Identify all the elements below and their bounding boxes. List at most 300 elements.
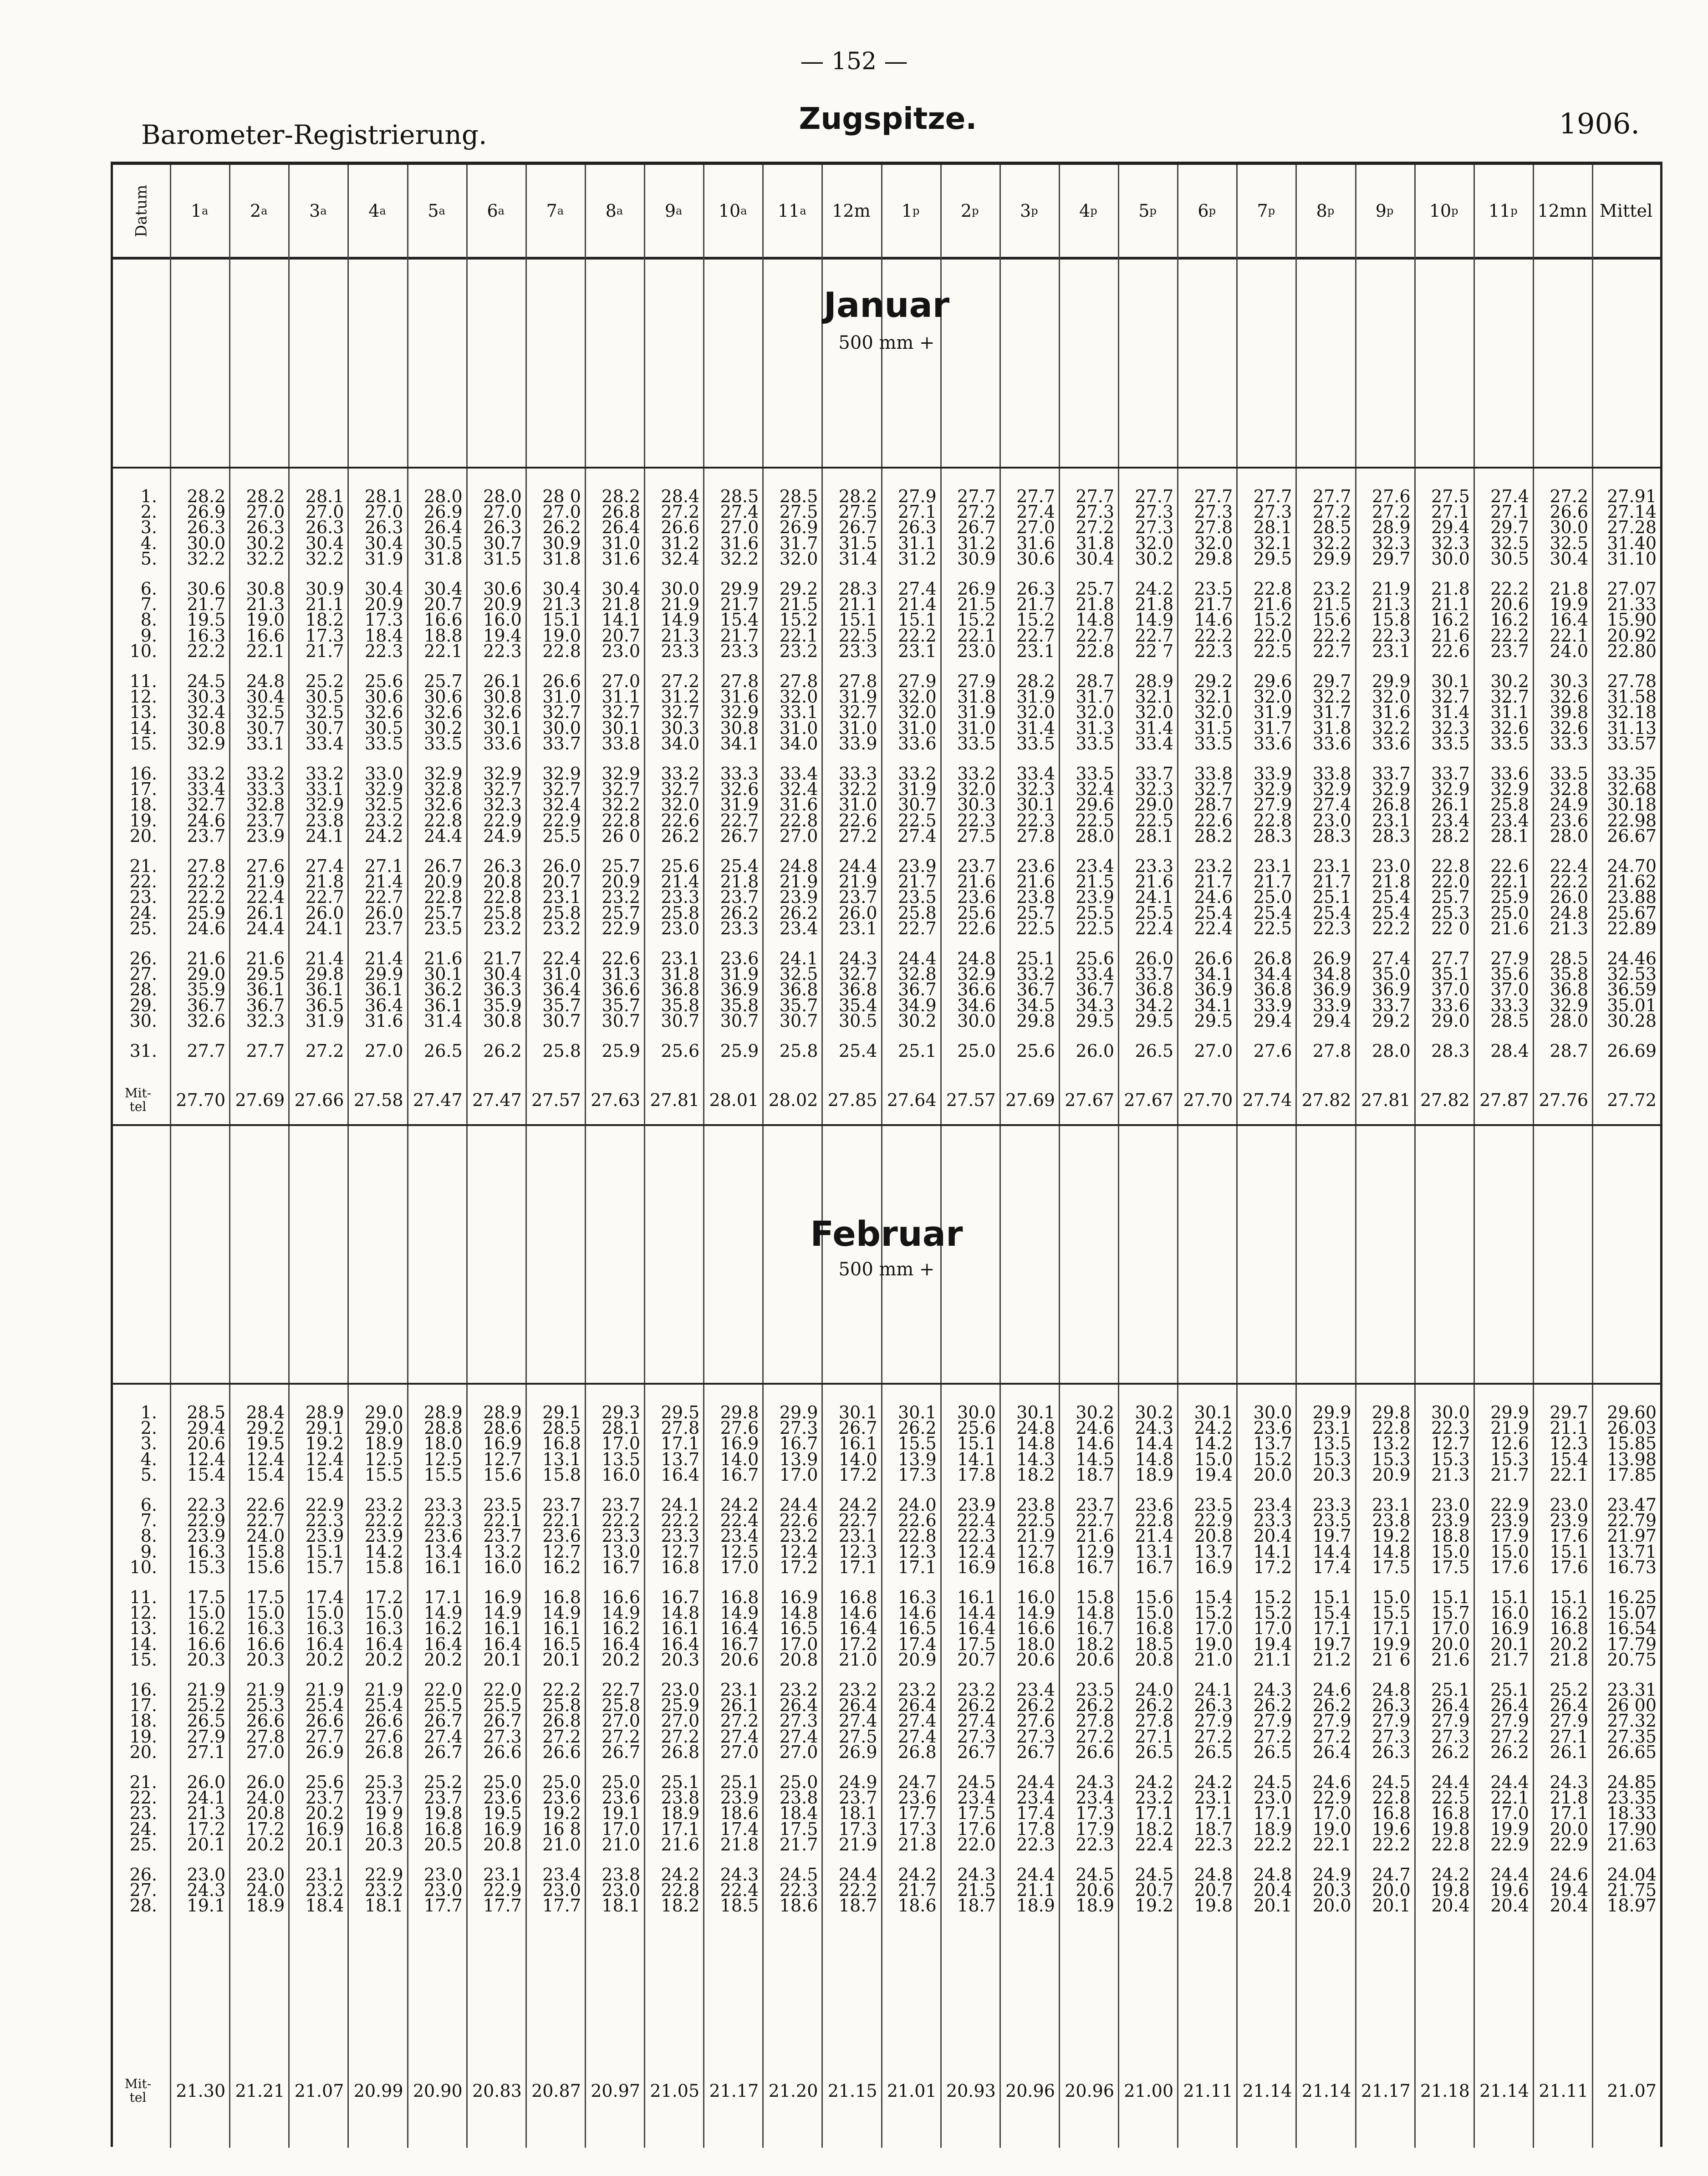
- table-cell: 21.1: [1550, 1418, 1588, 1438]
- table-cell: 12.5: [424, 1449, 463, 1469]
- table-cell: 17.1: [1135, 1803, 1174, 1824]
- mean-cell: 27.57: [531, 1090, 581, 1111]
- column-header-22: [1414, 165, 1473, 257]
- table-cell: 22.5: [1016, 1510, 1055, 1531]
- table-cell: 22.5: [1016, 918, 1055, 938]
- row-mean-cell: 31.13: [1607, 718, 1657, 738]
- table-cell: 24.6: [1312, 1772, 1351, 1792]
- row-date: 7.: [140, 594, 157, 615]
- table-cell: 21.1: [838, 594, 877, 615]
- table-cell: 16.8: [720, 1587, 759, 1607]
- table-cell: 16.5: [898, 1618, 937, 1639]
- table-cell: 22.5: [1076, 918, 1114, 938]
- table-cell: 32.8: [1550, 779, 1588, 800]
- table-cell: 24.4: [1490, 1772, 1529, 1792]
- table-cell: 30.5: [305, 687, 344, 707]
- table-cell: 22.3: [1016, 1834, 1055, 1855]
- table-cell: 23.7: [364, 918, 403, 938]
- column-header-label: 8: [1316, 201, 1327, 221]
- table-cell: 27.0: [779, 826, 818, 846]
- table-cell: 29.9: [1490, 1402, 1529, 1422]
- table-cell: 12.6: [1490, 1433, 1529, 1454]
- table-cell: 14.6: [838, 1603, 877, 1623]
- table-cell: 22.2: [898, 625, 937, 646]
- column-header-12: [821, 165, 881, 257]
- table-cell: 26.7: [957, 1742, 996, 1762]
- table-cell: 23.2: [305, 1880, 344, 1901]
- table-cell: 21.1: [1431, 594, 1470, 615]
- table-cell: 31.7: [1253, 718, 1292, 738]
- table-cell: 33.5: [1490, 733, 1529, 754]
- column-header-17: [1118, 165, 1177, 257]
- table-cell: 26.5: [424, 1041, 463, 1061]
- table-cell: 23.6: [957, 887, 996, 907]
- table-cell: 20.7: [542, 871, 581, 892]
- table-cell: 15.7: [305, 1557, 344, 1577]
- table-cell: 24.4: [1490, 1865, 1529, 1885]
- table-cell: 31.9: [1253, 702, 1292, 723]
- table-cell: 15.8: [1076, 1587, 1114, 1607]
- table-cell: 26.7: [424, 1711, 463, 1731]
- table-cell: 12.4: [305, 1449, 344, 1469]
- table-cell: 23.7: [1076, 1495, 1114, 1515]
- table-cell: 22.8: [1431, 856, 1470, 876]
- table-cell: 22 7: [1135, 641, 1174, 661]
- row-mean-cell: 33.57: [1607, 733, 1657, 754]
- table-cell: 19.8: [1431, 1819, 1470, 1839]
- table-cell: 20.0: [1550, 1819, 1588, 1839]
- table-cell: 21.4: [661, 871, 700, 892]
- table-cell: 21.6: [957, 871, 996, 892]
- table-cell: 18.2: [1135, 1819, 1174, 1839]
- table-cell: 31.0: [779, 718, 818, 738]
- table-cell: 24.4: [779, 1495, 818, 1515]
- mean-cell: 27.66: [294, 1090, 344, 1111]
- table-cell: 25.4: [305, 1695, 344, 1716]
- table-cell: 17.6: [957, 1819, 996, 1839]
- column-header-16: [1059, 165, 1118, 257]
- table-cell: 27.5: [838, 502, 877, 522]
- table-cell: 32.3: [1016, 779, 1055, 800]
- table-cell: 23.5: [1076, 1680, 1114, 1700]
- table-cell: 17.5: [1372, 1557, 1411, 1577]
- table-cell: 16.0: [1490, 1603, 1529, 1623]
- table-cell: 25.0: [1253, 887, 1292, 907]
- table-cell: 23.9: [779, 887, 818, 907]
- table-cell: 32.7: [838, 702, 877, 723]
- table-cell: 27.1: [364, 856, 403, 876]
- table-cell: 25.4: [1194, 902, 1233, 923]
- table-cell: 27.2: [602, 1726, 640, 1747]
- row-mean-cell: 27.07: [1607, 579, 1657, 599]
- table-cell: 23.2: [1194, 856, 1233, 876]
- table-cell: 24.4: [1016, 1865, 1055, 1885]
- table-cell: 30.0: [957, 1010, 996, 1031]
- table-cell: 22.2: [1372, 918, 1411, 938]
- table-cell: 27.8: [1312, 1041, 1351, 1061]
- row-date: 20.: [129, 1742, 157, 1762]
- row-mean-cell: 16.25: [1607, 1587, 1657, 1607]
- table-cell: 30.2: [1135, 1402, 1174, 1422]
- table-cell: 25.7: [602, 902, 640, 923]
- table-cell: 14.1: [602, 610, 640, 630]
- table-cell: 25.8: [542, 1695, 581, 1716]
- table-cell: 23.3: [838, 641, 877, 661]
- table-cell: 30.4: [1550, 548, 1588, 569]
- table-cell: 25.8: [542, 1041, 581, 1061]
- mean-cell: 21.14: [1301, 2080, 1351, 2101]
- column-header-label: 10: [718, 201, 741, 221]
- table-cell: 18.5: [720, 1896, 759, 1916]
- table-cell: 30.4: [1076, 548, 1114, 569]
- table-cell: 16.8: [364, 1819, 403, 1839]
- table-cell: 22.8: [542, 641, 581, 661]
- table-cell: 17.3: [305, 625, 344, 646]
- table-cell: 31.6: [1372, 702, 1411, 723]
- table-cell: 24.1: [305, 918, 344, 938]
- table-cell: 29.8: [1016, 1010, 1055, 1031]
- table-cell: 20.8: [1135, 1649, 1174, 1670]
- table-cell: 21.6: [1431, 625, 1470, 646]
- table-cell: 23.8: [661, 1788, 700, 1808]
- table-cell: 32.7: [1431, 687, 1470, 707]
- column-header-label: 9: [1375, 201, 1387, 221]
- table-cell: 17.2: [364, 1587, 403, 1607]
- table-cell: 26.4: [779, 1695, 818, 1716]
- row-mean-cell: 20.92: [1607, 625, 1657, 646]
- table-cell: 24.0: [898, 1495, 937, 1515]
- table-cell: 33.5: [1016, 733, 1055, 754]
- table-cell: 25.5: [542, 826, 581, 846]
- table-cell: 17.4: [1016, 1803, 1055, 1824]
- table-cell: 19.6: [1372, 1819, 1411, 1839]
- table-cell: 27.8: [1076, 1711, 1114, 1731]
- column-header-25: [1592, 165, 1660, 257]
- table-cell: 18.1: [838, 1803, 877, 1824]
- table-cell: 17.1: [1253, 1803, 1292, 1824]
- table-cell: 16.4: [720, 1618, 759, 1639]
- row-date: 25.: [129, 918, 157, 938]
- table-cell: 27.3: [1431, 1726, 1470, 1747]
- table-cell: 32.0: [779, 687, 818, 707]
- table-cell: 16.9: [957, 1557, 996, 1577]
- table-cell: 26 0: [602, 826, 640, 846]
- table-cell: 29.4: [1253, 1010, 1292, 1031]
- table-cell: 21.9: [1016, 1526, 1055, 1546]
- table-cell: 26.4: [1312, 1742, 1351, 1762]
- table-cell: 24.2: [898, 1865, 937, 1885]
- table-cell: 36.2: [424, 979, 463, 1000]
- table-cell: 36.9: [1312, 979, 1351, 1000]
- table-cell: 16.7: [720, 1464, 759, 1485]
- table-cell: 22.8: [898, 1526, 937, 1546]
- table-cell: 30.1: [602, 718, 640, 738]
- table-cell: 29.1: [542, 1402, 581, 1422]
- table-cell: 26.3: [483, 517, 522, 538]
- table-cell: 34.8: [1312, 964, 1351, 984]
- table-cell: 32.2: [720, 548, 759, 569]
- column-header-suffix: p: [1208, 204, 1216, 217]
- table-cell: 23.1: [838, 918, 877, 938]
- table-cell: 21.8: [1550, 1649, 1588, 1670]
- table-cell: 19.4: [1253, 1634, 1292, 1654]
- row-date: 26.: [129, 1865, 157, 1885]
- column-header-suffix: p: [1268, 204, 1275, 217]
- table-cell: 35.7: [542, 995, 581, 1015]
- table-cell: 21.5: [957, 1880, 996, 1901]
- table-cell: 15.1: [957, 1433, 996, 1454]
- table-cell: 26.2: [542, 517, 581, 538]
- table-cell: 14.8: [779, 1603, 818, 1623]
- row-mean-cell: 24.46: [1607, 948, 1657, 968]
- table-cell: 27.2: [661, 671, 700, 691]
- table-cell: 32.7: [187, 795, 226, 815]
- table-cell: 15.3: [1372, 1449, 1411, 1469]
- table-cell: 34.0: [661, 733, 700, 754]
- table-cell: 31.7: [1312, 702, 1351, 723]
- table-cell: 27.4: [898, 579, 937, 599]
- table-cell: 24.1: [779, 948, 818, 968]
- table-cell: 36.6: [957, 979, 996, 1000]
- table-cell: 23.8: [602, 1865, 640, 1885]
- table-cell: 30.9: [542, 533, 581, 553]
- table-cell: 29.2: [779, 579, 818, 599]
- mean-cell: 21.14: [1479, 2080, 1529, 2101]
- month-baseline: 500 mm +: [838, 1259, 935, 1280]
- table-cell: 34.4: [1253, 964, 1292, 984]
- table-cell: 32.9: [602, 764, 640, 784]
- table-cell: 16.4: [1550, 610, 1588, 630]
- row-date: 23.: [129, 1803, 157, 1824]
- table-row: [113, 642, 1660, 660]
- table-cell: 27.6: [720, 1418, 759, 1438]
- table-cell: 36.7: [1016, 979, 1055, 1000]
- table-cell: 27.4: [305, 856, 344, 876]
- table-cell: 23.8: [1016, 1495, 1055, 1515]
- table-cell: 28.2: [1431, 826, 1470, 846]
- table-cell: 18.6: [898, 1896, 937, 1916]
- table-cell: 19.8: [1431, 1880, 1470, 1901]
- table-cell: 26.5: [187, 1711, 226, 1731]
- table-cell: 32.6: [720, 779, 759, 800]
- table-cell: 28.6: [483, 1418, 522, 1438]
- table-cell: 21.4: [364, 871, 403, 892]
- table-cell: 31.4: [424, 1010, 463, 1031]
- table-cell: 33.5: [364, 733, 403, 754]
- table-cell: 26.6: [483, 1742, 522, 1762]
- table-cell: 22.7: [1312, 641, 1351, 661]
- table-cell: 28.1: [1253, 517, 1292, 538]
- table-cell: 23.5: [898, 887, 937, 907]
- table-cell: 30.6: [364, 687, 403, 707]
- table-cell: 16.4: [838, 1618, 877, 1639]
- column-header-14: [940, 165, 999, 257]
- table-cell: 30.5: [1490, 548, 1529, 569]
- table-cell: 25.6: [364, 671, 403, 691]
- row-mean-cell: 24.85: [1607, 1772, 1657, 1792]
- table-cell: 27.9: [1431, 1711, 1470, 1731]
- table-cell: 16.3: [898, 1587, 937, 1607]
- table-cell: 26.8: [602, 502, 640, 522]
- table-cell: 28.2: [187, 486, 226, 506]
- column-header-5: [407, 165, 466, 257]
- table-cell: 33.6: [1431, 995, 1470, 1015]
- table-cell: 24.8: [1194, 1865, 1233, 1885]
- table-cell: 22.3: [1194, 1834, 1233, 1855]
- table-cell: 21.8: [1550, 1788, 1588, 1808]
- table-cell: 31.3: [602, 964, 640, 984]
- table-cell: 30.7: [661, 1010, 700, 1031]
- table-cell: 23.9: [720, 1788, 759, 1808]
- table-cell: 25.5: [1076, 902, 1114, 923]
- mean-cell: 27.58: [353, 1090, 403, 1111]
- table-cell: 31.9: [957, 702, 996, 723]
- table-cell: 31.6: [720, 533, 759, 553]
- table-cell: 22.5: [1253, 918, 1292, 938]
- row-date: 19.: [129, 810, 157, 831]
- table-cell: 22.0: [957, 1834, 996, 1855]
- row-date: 22.: [129, 1788, 157, 1808]
- table-cell: 27.5: [957, 826, 996, 846]
- table-cell: 33.5: [1431, 733, 1470, 754]
- table-cell: 26.0: [305, 902, 344, 923]
- table-cell: 30.0: [542, 718, 581, 738]
- table-cell: 17.0: [602, 1819, 640, 1839]
- table-cell: 36.4: [542, 979, 581, 1000]
- table-cell: 33.3: [246, 779, 285, 800]
- table-cell: 23.6: [898, 1788, 937, 1808]
- table-cell: 32.0: [898, 702, 937, 723]
- row-mean-cell: 31.40: [1607, 533, 1657, 553]
- table-cell: 30.3: [957, 795, 996, 815]
- table-cell: 16.2: [187, 1618, 226, 1639]
- table-cell: 31.9: [364, 548, 403, 569]
- table-cell: 21.8: [1550, 579, 1588, 599]
- table-cell: 28.7: [1194, 795, 1233, 815]
- table-cell: 22.1: [957, 625, 996, 646]
- table-cell: 27.2: [1194, 1726, 1233, 1747]
- column-header-label: 7: [1257, 201, 1268, 221]
- table-cell: 36.7: [246, 995, 285, 1015]
- table-cell: 32.9: [1253, 779, 1292, 800]
- table-cell: 15.3: [187, 1557, 226, 1577]
- row-date: 19.: [129, 1726, 157, 1747]
- row-mean-cell: 22.89: [1607, 918, 1657, 938]
- column-header-suffix: a: [676, 204, 683, 217]
- table-cell: 33.9: [1253, 764, 1292, 784]
- table-cell: 27.4: [1372, 948, 1411, 968]
- table-cell: 12.3: [838, 1541, 877, 1562]
- table-cell: 28.2: [246, 486, 285, 506]
- table-cell: 23.2: [838, 1680, 877, 1700]
- mean-cell: 27.67: [1065, 1090, 1114, 1111]
- table-cell: 19.2: [1372, 1526, 1411, 1546]
- table-cell: 22.9: [1312, 1788, 1351, 1808]
- row-date: 8.: [140, 1526, 157, 1546]
- row-mean-cell: 21.63: [1607, 1834, 1657, 1855]
- table-cell: 13.5: [1312, 1433, 1351, 1454]
- table-cell: 25.9: [602, 1041, 640, 1061]
- table-cell: 25.1: [898, 1041, 937, 1061]
- table-cell: 26.1: [720, 1695, 759, 1716]
- table-cell: 36.8: [838, 979, 877, 1000]
- table-cell: 12.7: [1431, 1433, 1470, 1454]
- table-cell: 20.7: [602, 625, 640, 646]
- table-cell: 29.9: [1372, 671, 1411, 691]
- table-cell: 21.9: [838, 1834, 877, 1855]
- table-cell: 24.3: [838, 948, 877, 968]
- table-cell: 26.2: [898, 1418, 937, 1438]
- table-cell: 23.9: [1431, 1510, 1470, 1531]
- table-cell: 21.6: [1016, 871, 1055, 892]
- table-cell: 28.2: [602, 486, 640, 506]
- table-cell: 29.0: [364, 1418, 403, 1438]
- table-cell: 24.3: [1135, 1418, 1174, 1438]
- mean-cell: 27.85: [827, 1090, 877, 1111]
- table-cell: 24.1: [661, 1495, 700, 1515]
- table-cell: 30.7: [542, 1010, 581, 1031]
- table-cell: 27.3: [483, 1726, 522, 1747]
- table-cell: 22.5: [1135, 810, 1174, 831]
- table-cell: 33.2: [898, 764, 937, 784]
- table-cell: 16.7: [661, 1587, 700, 1607]
- table-cell: 29.2: [246, 1418, 285, 1438]
- table-cell: 24.2: [1431, 1865, 1470, 1885]
- table-cell: 28.5: [542, 1418, 581, 1438]
- table-cell: 32.9: [483, 764, 522, 784]
- table-cell: 23.2: [1135, 1788, 1174, 1808]
- table-cell: 13.1: [1135, 1541, 1174, 1562]
- table-cell: 15.6: [246, 1557, 285, 1577]
- table-cell: 15.1: [1431, 1587, 1470, 1607]
- table-cell: 28.0: [1372, 1041, 1411, 1061]
- table-cell: 30.7: [483, 533, 522, 553]
- table-cell: 21.9: [305, 1680, 344, 1700]
- table-cell: 17.0: [1431, 1618, 1470, 1639]
- table-cell: 22.1: [1550, 1464, 1588, 1485]
- row-mean-cell: 15.07: [1607, 1603, 1657, 1623]
- table-cell: 23.1: [1312, 856, 1351, 876]
- table-cell: 16.8: [661, 1557, 700, 1577]
- table-cell: 21.7: [187, 594, 226, 615]
- table-cell: 22.1: [542, 1510, 581, 1531]
- table-cell: 22.6: [661, 810, 700, 831]
- column-header-label: 11: [1488, 201, 1511, 221]
- table-cell: 21.6: [424, 948, 463, 968]
- table-cell: 20.7: [1135, 1880, 1174, 1901]
- table-cell: 15.8: [246, 1541, 285, 1562]
- table-cell: 22.3: [1312, 918, 1351, 938]
- table-cell: 33.2: [246, 764, 285, 784]
- table-cell: 24.1: [187, 1788, 226, 1808]
- row-date: 10.: [129, 1557, 157, 1577]
- table-cell: 33.1: [305, 779, 344, 800]
- table-cell: 23.0: [246, 1865, 285, 1885]
- table-cell: 28.7: [1076, 671, 1114, 691]
- table-cell: 21.9: [187, 1680, 226, 1700]
- table-cell: 27.4: [1016, 502, 1055, 522]
- row-date: 28.: [129, 1896, 157, 1916]
- column-header-suffix: p: [912, 204, 920, 217]
- row-date: 20.: [129, 826, 157, 846]
- table-cell: 22.8: [1253, 579, 1292, 599]
- table-cell: 23.7: [838, 1788, 877, 1808]
- table-cell: 14.9: [1135, 610, 1174, 630]
- row-mean-cell: 17.79: [1607, 1634, 1657, 1654]
- table-cell: 27.0: [779, 1742, 818, 1762]
- table-cell: 32.7: [542, 702, 581, 723]
- table-cell: 22.5: [1431, 1788, 1470, 1808]
